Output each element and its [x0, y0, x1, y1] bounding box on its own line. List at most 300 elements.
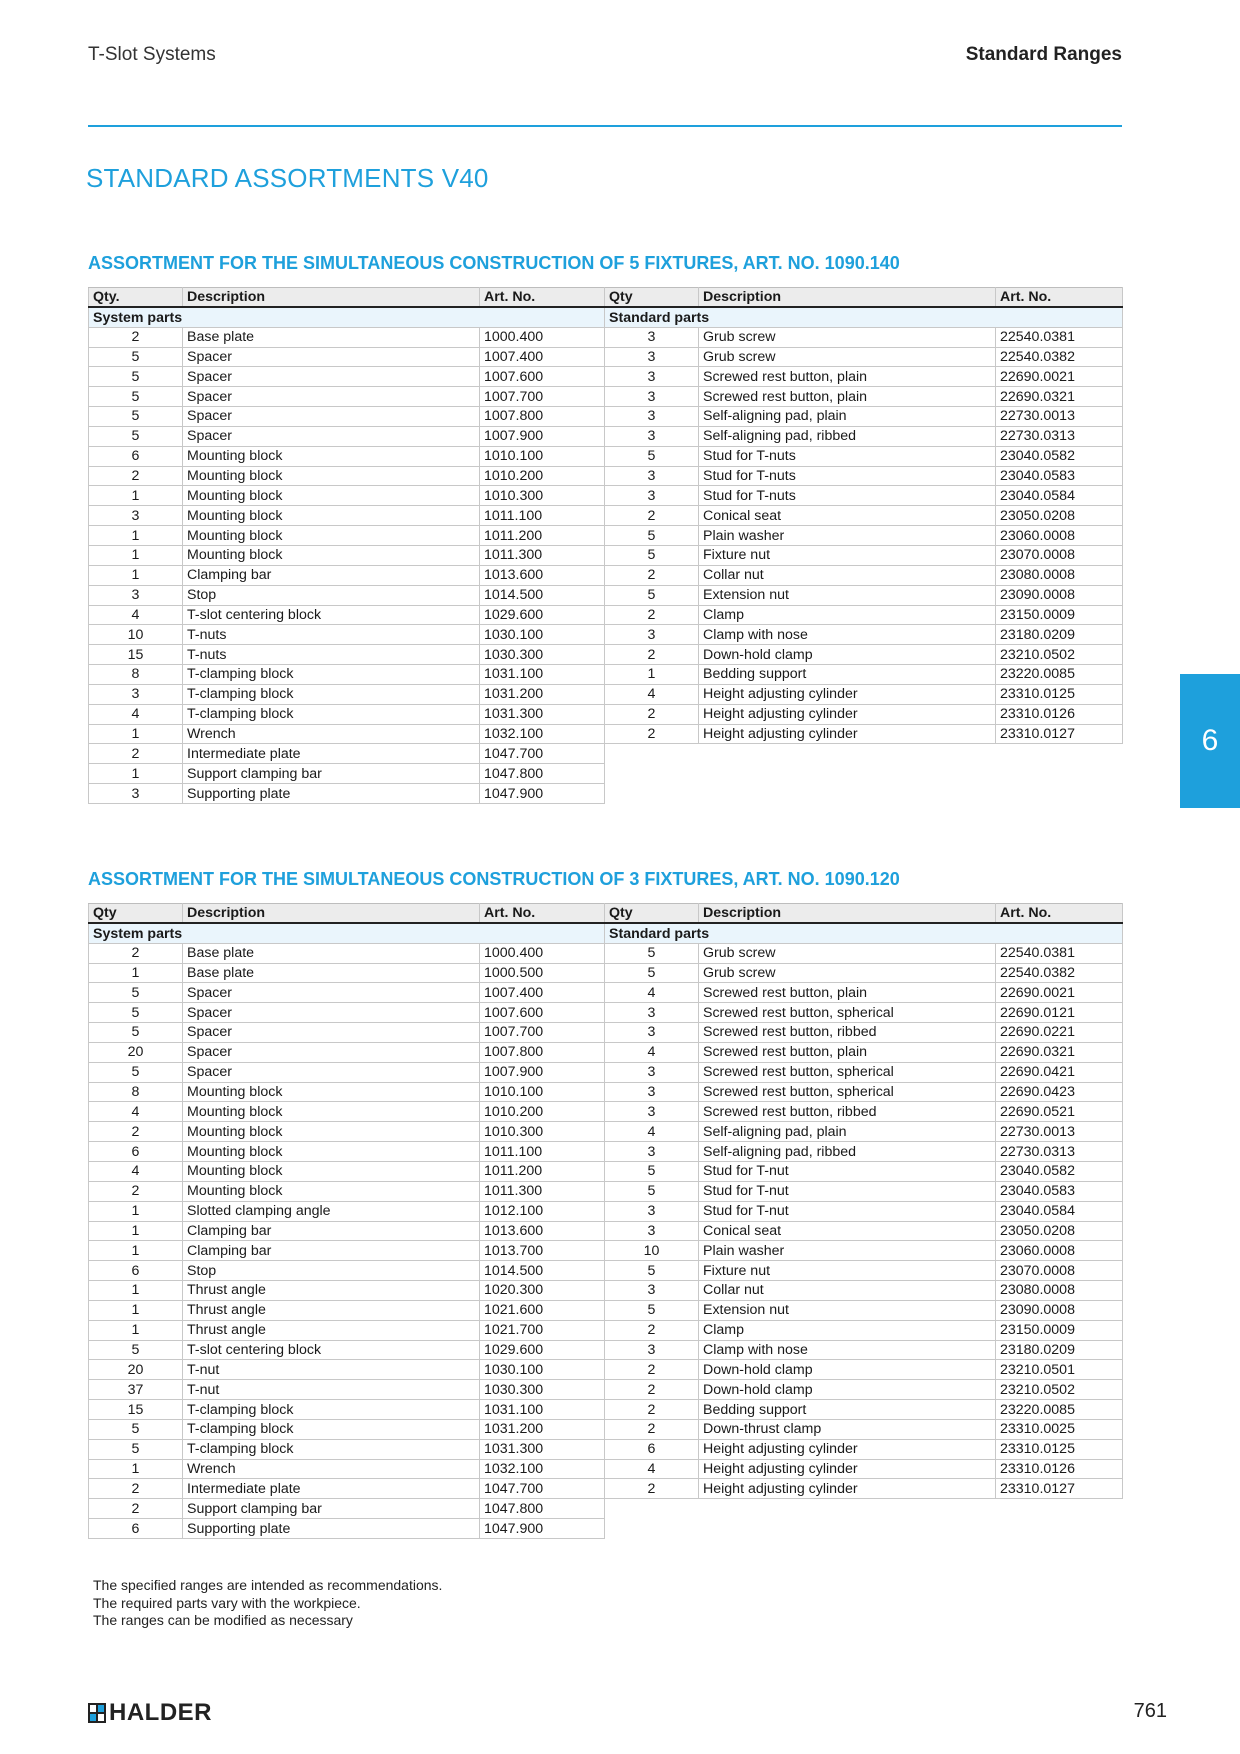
- cell-qty: 4: [605, 1459, 699, 1479]
- table-row: [89, 565, 1123, 585]
- cell-qty: 5: [89, 426, 183, 446]
- table-row: [89, 1102, 1123, 1122]
- header-section-title: T-Slot Systems: [88, 44, 216, 65]
- cell-description: T-nut: [183, 1360, 480, 1380]
- cell-qty: 2: [605, 704, 699, 724]
- cell-description: Slotted clamping angle: [183, 1201, 480, 1221]
- cell-description: Spacer: [183, 407, 480, 427]
- cell-qty: 20: [89, 1360, 183, 1380]
- cell-art-no: 1021.700: [480, 1320, 605, 1340]
- cell-art-no: 1010.100: [480, 1082, 605, 1102]
- cell-qty: 5: [89, 367, 183, 387]
- cell-description: Down-hold clamp: [699, 645, 996, 665]
- cell-qty: 5: [605, 585, 699, 605]
- cell-description: Stud for T-nuts: [699, 466, 996, 486]
- cell-description: Screwed rest button, ribbed: [699, 1102, 996, 1122]
- cell-art-no: 1011.100: [480, 506, 605, 526]
- cell-art-no: 1031.200: [480, 684, 605, 704]
- table-row: [89, 724, 1123, 744]
- cell-qty: 3: [605, 486, 699, 506]
- cell-art-no: 1031.200: [480, 1419, 605, 1439]
- cell-art-no: 1010.200: [480, 1102, 605, 1122]
- cell-art-no: 1007.400: [480, 983, 605, 1003]
- column-header-row: [89, 288, 1123, 308]
- cell-art-no: 1011.100: [480, 1142, 605, 1162]
- column-header: Art. No.: [480, 288, 605, 308]
- cell-qty: 2: [605, 645, 699, 665]
- cell-qty: 3: [605, 387, 699, 407]
- column-header: Qty: [605, 904, 699, 924]
- cell-description: Clamping bar: [183, 1241, 480, 1261]
- cell-description: Spacer: [183, 983, 480, 1003]
- column-header: Art. No.: [996, 288, 1123, 308]
- cell-art-no: 23040.0584: [996, 486, 1123, 506]
- cell-description: Stud for T-nuts: [699, 446, 996, 466]
- cell-art-no: 22690.0321: [996, 387, 1123, 407]
- header-category: Standard Ranges: [965, 44, 1122, 65]
- cell-qty: 4: [89, 1161, 183, 1181]
- cell-art-no: 23040.0582: [996, 446, 1123, 466]
- table-row: [89, 943, 1123, 963]
- cell-art-no: 22690.0521: [996, 1102, 1123, 1122]
- cell-description: Clamp: [699, 605, 996, 625]
- cell-description: Mounting block: [183, 1142, 480, 1162]
- cell-qty: 4: [605, 983, 699, 1003]
- cell-description: Spacer: [183, 426, 480, 446]
- cell-description: Height adjusting cylinder: [699, 704, 996, 724]
- cell-qty: 5: [89, 407, 183, 427]
- cell-qty: 2: [605, 1360, 699, 1380]
- empty-cell: [605, 744, 1123, 764]
- cell-art-no: 1012.100: [480, 1201, 605, 1221]
- cell-qty: 2: [605, 565, 699, 585]
- table-row: [89, 526, 1123, 546]
- cell-qty: 6: [89, 446, 183, 466]
- cell-qty: 5: [605, 943, 699, 963]
- cell-art-no: 23310.0127: [996, 1479, 1123, 1499]
- cell-description: Wrench: [183, 724, 480, 744]
- cell-description: T-clamping block: [183, 665, 480, 685]
- cell-art-no: 1047.700: [480, 744, 605, 764]
- cell-description: Height adjusting cylinder: [699, 1459, 996, 1479]
- cell-description: T-clamping block: [183, 1439, 480, 1459]
- cell-art-no: 22540.0381: [996, 943, 1123, 963]
- cell-art-no: 22540.0382: [996, 963, 1123, 983]
- cell-art-no: 23050.0208: [996, 1221, 1123, 1241]
- cell-art-no: 23060.0008: [996, 526, 1123, 546]
- cell-description: Mounting block: [183, 1082, 480, 1102]
- cell-description: Supporting plate: [183, 1519, 480, 1539]
- cell-description: T-nuts: [183, 625, 480, 645]
- cell-art-no: 1047.800: [480, 764, 605, 784]
- cell-qty: 6: [605, 1439, 699, 1459]
- cell-art-no: 1032.100: [480, 724, 605, 744]
- cell-qty: 4: [89, 605, 183, 625]
- cell-art-no: 1031.100: [480, 665, 605, 685]
- cell-qty: 1: [89, 526, 183, 546]
- table-row: [89, 1221, 1123, 1241]
- cell-qty: 2: [89, 1499, 183, 1519]
- cell-qty: 5: [89, 387, 183, 407]
- cell-description: Stud for T-nut: [699, 1181, 996, 1201]
- cell-art-no: 23090.0008: [996, 1300, 1123, 1320]
- table-row: [89, 1419, 1123, 1439]
- cell-description: Spacer: [183, 347, 480, 367]
- cell-art-no: 23040.0583: [996, 1181, 1123, 1201]
- cell-qty: 5: [89, 1003, 183, 1023]
- cell-qty: 3: [89, 585, 183, 605]
- cell-art-no: 1007.800: [480, 407, 605, 427]
- column-header: Description: [699, 904, 996, 924]
- cell-art-no: 1007.600: [480, 367, 605, 387]
- cell-qty: 5: [605, 1300, 699, 1320]
- cell-description: Fixture nut: [699, 545, 996, 565]
- cell-qty: 3: [605, 1201, 699, 1221]
- cell-qty: 10: [89, 625, 183, 645]
- cell-description: Screwed rest button, ribbed: [699, 1023, 996, 1043]
- cell-qty: 20: [89, 1042, 183, 1062]
- cell-description: Fixture nut: [699, 1261, 996, 1281]
- cell-description: Stop: [183, 1261, 480, 1281]
- cell-art-no: 22730.0313: [996, 426, 1123, 446]
- cell-description: Thrust angle: [183, 1320, 480, 1340]
- empty-cell: [605, 1499, 1123, 1519]
- cell-description: Base plate: [183, 327, 480, 347]
- cell-description: T-slot centering block: [183, 605, 480, 625]
- cell-qty: 2: [605, 1419, 699, 1439]
- cell-qty: 5: [605, 526, 699, 546]
- cell-art-no: 22690.0121: [996, 1003, 1123, 1023]
- empty-cell: [605, 764, 1123, 784]
- cell-art-no: 1011.300: [480, 545, 605, 565]
- table-row: [89, 1360, 1123, 1380]
- cell-art-no: 23150.0009: [996, 605, 1123, 625]
- logo-text: HALDER: [109, 1699, 212, 1726]
- cell-description: T-clamping block: [183, 684, 480, 704]
- cell-qty: 1: [89, 963, 183, 983]
- cell-qty: 3: [605, 327, 699, 347]
- cell-art-no: 1013.600: [480, 565, 605, 585]
- cell-description: Stud for T-nuts: [699, 486, 996, 506]
- cell-qty: 4: [89, 704, 183, 724]
- cell-art-no: 22690.0423: [996, 1082, 1123, 1102]
- cell-description: Screwed rest button, plain: [699, 1042, 996, 1062]
- cell-qty: 1: [89, 545, 183, 565]
- table-row: [89, 367, 1123, 387]
- cell-description: Stud for T-nut: [699, 1161, 996, 1181]
- cell-description: Down-hold clamp: [699, 1380, 996, 1400]
- cell-art-no: 22690.0321: [996, 1042, 1123, 1062]
- cell-art-no: 1029.600: [480, 1340, 605, 1360]
- cell-art-no: 22690.0021: [996, 367, 1123, 387]
- column-header: Art. No.: [480, 904, 605, 924]
- cell-qty: 5: [605, 545, 699, 565]
- cell-art-no: 1013.700: [480, 1241, 605, 1261]
- cell-art-no: 1031.300: [480, 1439, 605, 1459]
- cell-description: Screwed rest button, plain: [699, 387, 996, 407]
- cell-qty: 8: [89, 1082, 183, 1102]
- table-row: [89, 645, 1123, 665]
- cell-description: Extension nut: [699, 585, 996, 605]
- cell-description: Conical seat: [699, 506, 996, 526]
- cell-qty: 5: [89, 1439, 183, 1459]
- cell-qty: 2: [605, 724, 699, 744]
- cell-art-no: 23060.0008: [996, 1241, 1123, 1261]
- cell-description: Support clamping bar: [183, 764, 480, 784]
- cell-qty: 3: [605, 466, 699, 486]
- cell-qty: 5: [605, 1181, 699, 1201]
- cell-art-no: 1010.100: [480, 446, 605, 466]
- table-row: [89, 466, 1123, 486]
- cell-qty: 5: [89, 1023, 183, 1043]
- cell-description: Screwed rest button, spherical: [699, 1082, 996, 1102]
- cell-art-no: 1029.600: [480, 605, 605, 625]
- cell-qty: 1: [89, 1459, 183, 1479]
- cell-art-no: 1007.400: [480, 347, 605, 367]
- cell-art-no: 23210.0502: [996, 645, 1123, 665]
- cell-qty: 1: [89, 1201, 183, 1221]
- group-label-standard-parts: Standard parts: [605, 923, 1123, 943]
- cell-art-no: 1047.900: [480, 1519, 605, 1539]
- table-row: [89, 1062, 1123, 1082]
- table-row: [89, 1439, 1123, 1459]
- cell-art-no: 1030.300: [480, 1380, 605, 1400]
- column-header: Description: [183, 904, 480, 924]
- table-row: [89, 407, 1123, 427]
- table-row: [89, 1281, 1123, 1301]
- table-row: [89, 1300, 1123, 1320]
- cell-art-no: 22690.0421: [996, 1062, 1123, 1082]
- group-row: [89, 307, 1123, 327]
- cell-description: Screwed rest button, plain: [699, 983, 996, 1003]
- section-title-5-fixtures: ASSORTMENT FOR THE SIMULTANEOUS CONSTRUCTION OF 5 FIXTURES, ART. NO. 1090.140: [88, 253, 900, 273]
- cell-description: Grub screw: [699, 943, 996, 963]
- empty-cell: [605, 784, 1123, 804]
- cell-qty: 4: [605, 684, 699, 704]
- cell-description: Support clamping bar: [183, 1499, 480, 1519]
- cell-qty: 1: [89, 1241, 183, 1261]
- cell-art-no: 1020.300: [480, 1281, 605, 1301]
- cell-art-no: 1047.900: [480, 784, 605, 804]
- cell-qty: 2: [89, 1181, 183, 1201]
- cell-qty: 3: [605, 1102, 699, 1122]
- assortment-table-5-fixtures: [88, 287, 1123, 804]
- cell-art-no: 1010.300: [480, 486, 605, 506]
- cell-art-no: 23050.0208: [996, 506, 1123, 526]
- cell-description: Collar nut: [699, 565, 996, 585]
- cell-qty: 3: [605, 1062, 699, 1082]
- cell-description: T-clamping block: [183, 1419, 480, 1439]
- table-row: [89, 1479, 1123, 1499]
- cell-qty: 1: [89, 1320, 183, 1340]
- cell-qty: 5: [605, 446, 699, 466]
- column-header: Qty: [605, 288, 699, 308]
- cell-qty: 3: [89, 784, 183, 804]
- cell-description: Mounting block: [183, 506, 480, 526]
- cell-art-no: 22540.0382: [996, 347, 1123, 367]
- cell-description: Down-thrust clamp: [699, 1419, 996, 1439]
- cell-art-no: 1000.400: [480, 327, 605, 347]
- cell-qty: 2: [89, 466, 183, 486]
- cell-qty: 1: [89, 724, 183, 744]
- page-number: 761: [1133, 1700, 1167, 1722]
- cell-description: Thrust angle: [183, 1300, 480, 1320]
- table-row: [89, 1122, 1123, 1142]
- table-row: [89, 784, 1123, 804]
- cell-description: Spacer: [183, 1003, 480, 1023]
- cell-art-no: 23220.0085: [996, 665, 1123, 685]
- cell-art-no: 23310.0126: [996, 704, 1123, 724]
- column-header-row: [89, 904, 1123, 924]
- group-label-standard-parts: Standard parts: [605, 307, 1123, 327]
- cell-qty: 3: [605, 1281, 699, 1301]
- column-header: Art. No.: [996, 904, 1123, 924]
- cell-art-no: 1000.500: [480, 963, 605, 983]
- cell-description: Conical seat: [699, 1221, 996, 1241]
- cell-qty: 1: [89, 1221, 183, 1241]
- column-header: Description: [699, 288, 996, 308]
- cell-art-no: 22730.0313: [996, 1142, 1123, 1162]
- note-line: The specified ranges are intended as recommendations.: [93, 1577, 443, 1593]
- cell-qty: 3: [605, 347, 699, 367]
- cell-qty: 5: [605, 1161, 699, 1181]
- cell-art-no: 1007.900: [480, 1062, 605, 1082]
- assortment-table-3-fixtures: [88, 903, 1123, 1539]
- cell-description: Mounting block: [183, 466, 480, 486]
- empty-cell: [605, 1519, 1123, 1539]
- cell-art-no: 1000.400: [480, 943, 605, 963]
- table-row: [89, 684, 1123, 704]
- cell-art-no: 1010.200: [480, 466, 605, 486]
- cell-art-no: 23180.0209: [996, 625, 1123, 645]
- group-label-system-parts: System parts: [89, 307, 605, 327]
- cell-description: Clamping bar: [183, 565, 480, 585]
- cell-qty: 2: [605, 605, 699, 625]
- cell-art-no: 1031.300: [480, 704, 605, 724]
- table-row: [89, 1340, 1123, 1360]
- cell-art-no: 1007.600: [480, 1003, 605, 1023]
- cell-art-no: 23210.0502: [996, 1380, 1123, 1400]
- table-row: [89, 446, 1123, 466]
- table-row: [89, 1241, 1123, 1261]
- table-row: [89, 1400, 1123, 1420]
- cell-qty: 3: [605, 1142, 699, 1162]
- cell-description: Thrust angle: [183, 1281, 480, 1301]
- cell-description: Mounting block: [183, 486, 480, 506]
- cell-description: Height adjusting cylinder: [699, 1479, 996, 1499]
- column-header: Qty.: [89, 288, 183, 308]
- cell-qty: 6: [89, 1519, 183, 1539]
- cell-qty: 1: [605, 665, 699, 685]
- cell-art-no: 1007.800: [480, 1042, 605, 1062]
- cell-art-no: 1021.600: [480, 1300, 605, 1320]
- cell-qty: 1: [89, 1281, 183, 1301]
- cell-art-no: 23310.0025: [996, 1419, 1123, 1439]
- cell-qty: 3: [89, 684, 183, 704]
- cell-qty: 15: [89, 645, 183, 665]
- cell-qty: 10: [605, 1241, 699, 1261]
- cell-art-no: 23210.0501: [996, 1360, 1123, 1380]
- cell-art-no: 1047.700: [480, 1479, 605, 1499]
- note-line: The required parts vary with the workpiece.: [93, 1594, 361, 1611]
- cell-description: Spacer: [183, 387, 480, 407]
- cell-qty: 3: [605, 1003, 699, 1023]
- cell-art-no: 1007.900: [480, 426, 605, 446]
- cell-qty: 2: [89, 744, 183, 764]
- cell-description: T-clamping block: [183, 704, 480, 724]
- cell-description: Mounting block: [183, 1161, 480, 1181]
- cell-description: Wrench: [183, 1459, 480, 1479]
- cell-description: Grub screw: [699, 963, 996, 983]
- table-row: [89, 1181, 1123, 1201]
- cell-art-no: 22540.0381: [996, 327, 1123, 347]
- cell-description: Self-aligning pad, plain: [699, 407, 996, 427]
- cell-qty: 2: [605, 1380, 699, 1400]
- table-row: [89, 605, 1123, 625]
- table-row: [89, 506, 1123, 526]
- cell-qty: 2: [605, 1479, 699, 1499]
- cell-description: Collar nut: [699, 1281, 996, 1301]
- cell-description: Down-hold clamp: [699, 1360, 996, 1380]
- cell-art-no: 1011.300: [480, 1181, 605, 1201]
- cell-description: Mounting block: [183, 1181, 480, 1201]
- cell-art-no: 23040.0584: [996, 1201, 1123, 1221]
- cell-description: Screwed rest button, spherical: [699, 1062, 996, 1082]
- cell-description: Spacer: [183, 1023, 480, 1043]
- cell-description: Supporting plate: [183, 784, 480, 804]
- cell-description: Self-aligning pad, ribbed: [699, 426, 996, 446]
- cell-art-no: 23040.0583: [996, 466, 1123, 486]
- table-row: [89, 1142, 1123, 1162]
- cell-qty: 3: [89, 506, 183, 526]
- cell-description: Mounting block: [183, 545, 480, 565]
- cell-qty: 1: [89, 486, 183, 506]
- cell-description: Bedding support: [699, 1400, 996, 1420]
- cell-art-no: 23310.0126: [996, 1459, 1123, 1479]
- cell-qty: 1: [89, 1300, 183, 1320]
- cell-art-no: 23220.0085: [996, 1400, 1123, 1420]
- page-title: STANDARD ASSORTMENTS V40: [86, 163, 489, 193]
- cell-description: Stud for T-nut: [699, 1201, 996, 1221]
- table-row: [89, 1161, 1123, 1181]
- cell-art-no: 23040.0582: [996, 1161, 1123, 1181]
- note-line: The ranges can be modified as necessary: [93, 1612, 353, 1628]
- cell-art-no: 23070.0008: [996, 1261, 1123, 1281]
- cell-description: Clamp: [699, 1320, 996, 1340]
- cell-description: T-nut: [183, 1380, 480, 1400]
- cell-description: T-nuts: [183, 645, 480, 665]
- cell-art-no: 23150.0009: [996, 1320, 1123, 1340]
- cell-qty: 5: [605, 1261, 699, 1281]
- table-row: [89, 1519, 1123, 1539]
- cell-description: Mounting block: [183, 1122, 480, 1142]
- cell-art-no: 23310.0125: [996, 1439, 1123, 1459]
- table-row: [89, 585, 1123, 605]
- table-row: [89, 347, 1123, 367]
- table-row: [89, 1201, 1123, 1221]
- cell-qty: 2: [605, 1320, 699, 1340]
- cell-art-no: 1014.500: [480, 585, 605, 605]
- cell-description: Base plate: [183, 963, 480, 983]
- cell-art-no: 23090.0008: [996, 585, 1123, 605]
- cell-art-no: 1030.100: [480, 1360, 605, 1380]
- cell-qty: 3: [605, 367, 699, 387]
- cell-art-no: 1014.500: [480, 1261, 605, 1281]
- cell-description: T-slot centering block: [183, 1340, 480, 1360]
- cell-description: Screwed rest button, plain: [699, 367, 996, 387]
- cell-description: Mounting block: [183, 1102, 480, 1122]
- cell-description: Grub screw: [699, 327, 996, 347]
